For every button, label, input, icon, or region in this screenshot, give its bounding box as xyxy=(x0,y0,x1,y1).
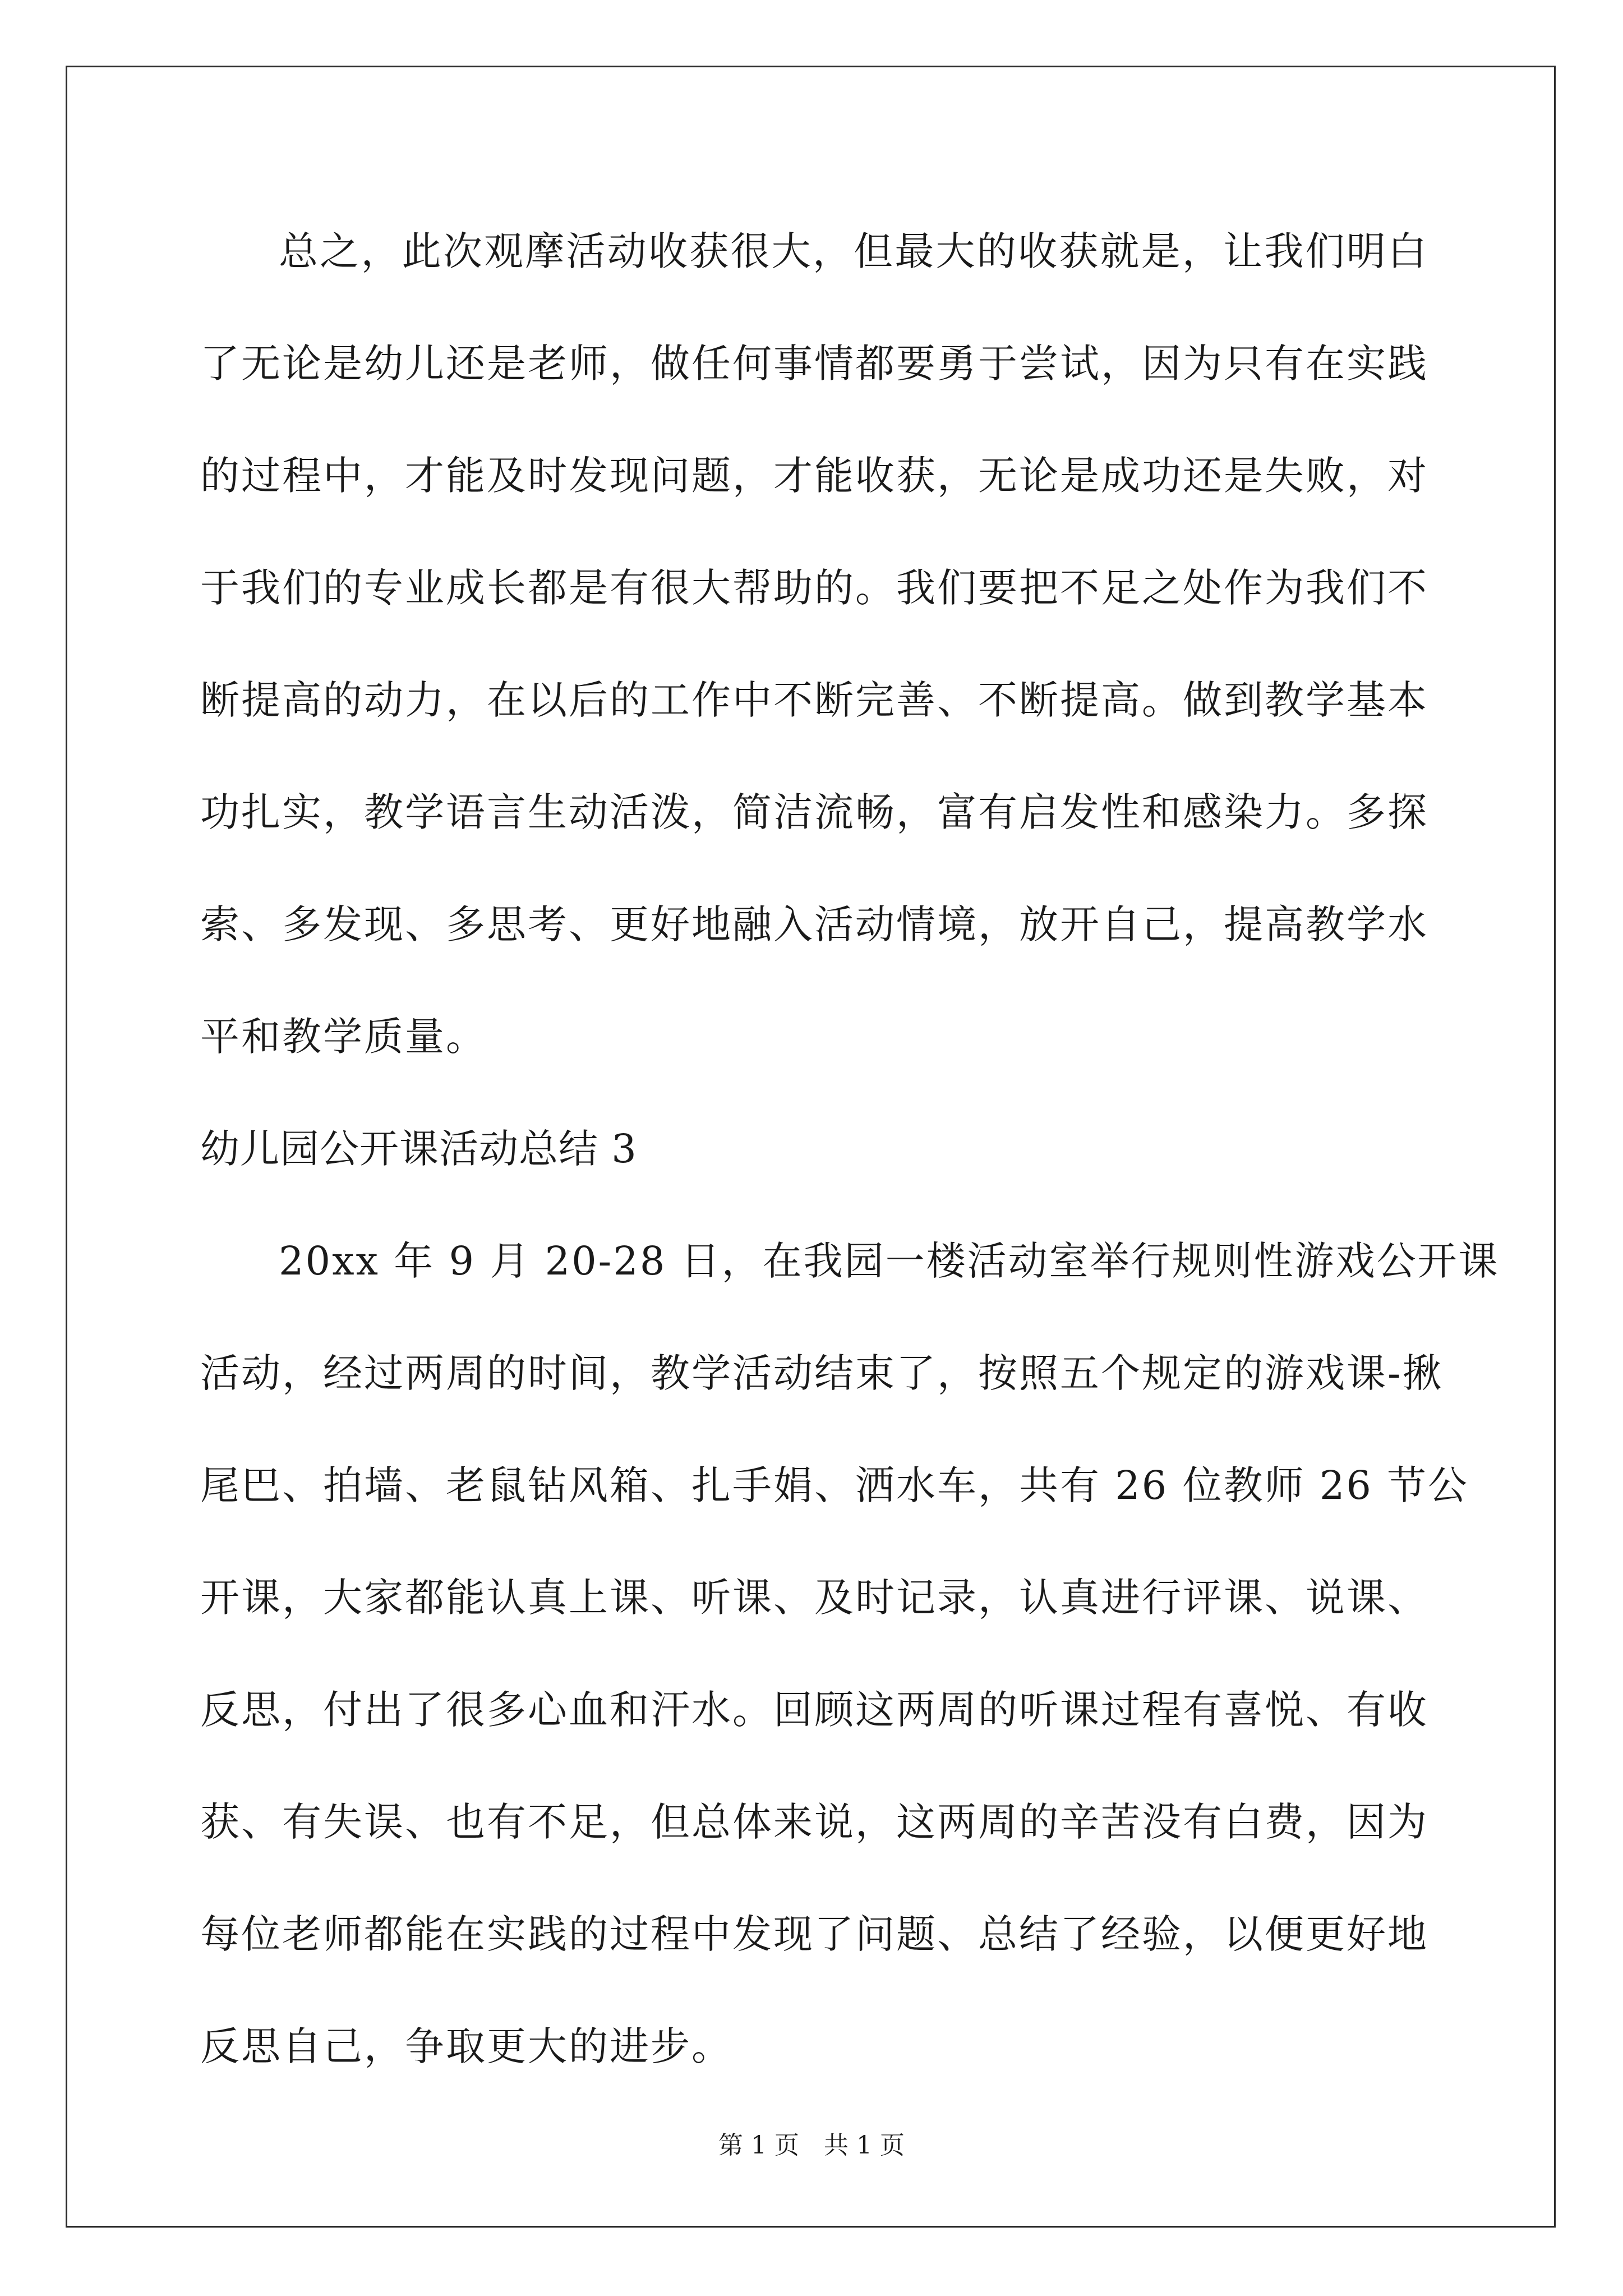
paragraph-2-line-5: 反思，付出了很多心血和汗水。回顾这两周的听课过程有喜悦、有收 xyxy=(200,1687,1428,1733)
paragraph-2-line-7: 每位老师都能在实践的过程中发现了问题、总结了经验，以便更好地 xyxy=(200,1911,1428,1957)
paragraph-2-line-4: 开课，大家都能认真上课、听课、及时记录，认真进行评课、说课、 xyxy=(200,1575,1428,1621)
paragraph-2-line-1: 20xx 年 9 月 20-28 日，在我园一楼活动室举行规则性游戏公开课 xyxy=(279,1238,1500,1284)
paragraph-1-line-2: 了无论是幼儿还是老师，做任何事情都要勇于尝试，因为只有在实践 xyxy=(200,341,1428,386)
paragraph-1-line-8: 平和教学质量。 xyxy=(200,1014,487,1060)
section-heading: 幼儿园公开课活动总结 3 xyxy=(200,1126,637,1172)
page-number-footer: 第 1 页 共 1 页 xyxy=(718,2131,905,2160)
paragraph-1-line-7: 索、多发现、多思考、更好地融入活动情境，放开自己，提高教学水 xyxy=(200,901,1428,947)
paragraph-2-line-3: 尾巴、拍墙、老鼠钻风箱、扎手娟、洒水车，共有 26 位教师 26 节公 xyxy=(200,1462,1469,1508)
paragraph-1-line-5: 断提高的动力，在以后的工作中不断完善、不断提高。做到教学基本 xyxy=(200,677,1428,723)
paragraph-2-line-8: 反思自己，争取更大的进步。 xyxy=(200,2023,732,2069)
paragraph-2-line-6: 获、有失误、也有不足，但总体来说，这两周的辛苦没有白费，因为 xyxy=(200,1799,1428,1845)
paragraph-2-line-2: 活动，经过两周的时间，教学活动结束了，按照五个规定的游戏课-揪 xyxy=(200,1350,1444,1396)
paragraph-1-line-3: 的过程中，才能及时发现问题，才能收获，无论是成功还是失败，对 xyxy=(200,453,1428,499)
paragraph-1-line-4: 于我们的专业成长都是有很大帮助的。我们要把不足之处作为我们不 xyxy=(200,565,1428,611)
paragraph-1-line-6: 功扎实，教学语言生动活泼，简洁流畅，富有启发性和感染力。多探 xyxy=(200,789,1428,835)
paragraph-1-line-1: 总之，此次观摩活动收获很大，但最大的收获就是，让我们明白 xyxy=(279,228,1428,274)
